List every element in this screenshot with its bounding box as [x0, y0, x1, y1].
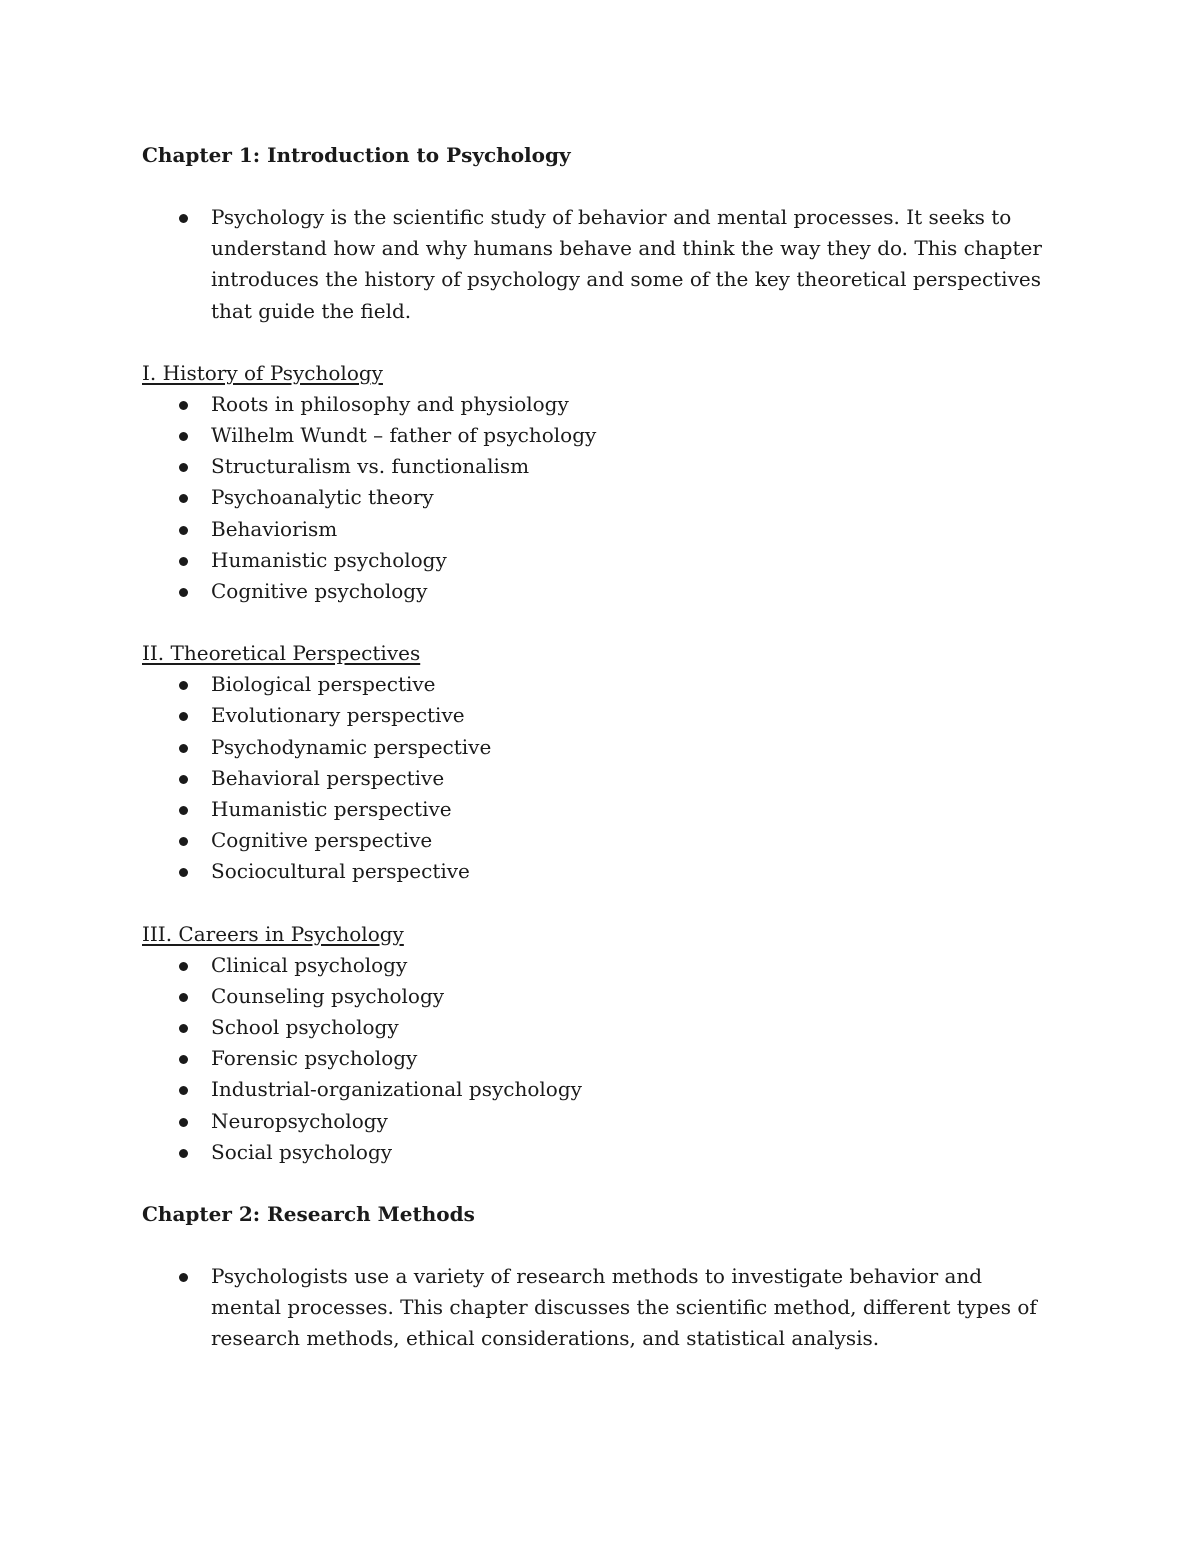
- list-item-text: Behaviorism: [211, 516, 338, 541]
- list-item-text: Industrial-organizational psychology: [211, 1077, 582, 1102]
- bullet-icon: [179, 744, 188, 753]
- list-item: [142, 545, 1042, 576]
- bullet-icon: [179, 432, 188, 441]
- bullet-icon: [179, 1273, 188, 1282]
- document-page: [142, 140, 1042, 1355]
- list-item-text: Structuralism vs. functionalism: [211, 454, 530, 479]
- list-item-text: Humanistic perspective: [211, 797, 452, 822]
- chapter-1-intro-text: Psychology is the scientific study of behavior and mental processes. It seeks to understand how and why humans behave and think the way they do. This chapter introduces the history of psychology and some of the key theoretical perspectives that guide the field.: [211, 205, 1042, 323]
- bullet-icon: [179, 1149, 188, 1158]
- list-item: [142, 732, 1042, 763]
- bullet-icon: [179, 526, 188, 535]
- list-item: [142, 482, 1042, 513]
- list-item: [142, 1043, 1042, 1074]
- list-item: [142, 1137, 1042, 1168]
- list-item: [142, 451, 1042, 482]
- bullet-icon: [179, 681, 188, 690]
- bullet-icon: [179, 588, 188, 597]
- list-item: [142, 856, 1042, 887]
- list-item-text: Neuropsychology: [211, 1108, 388, 1133]
- list-item: [142, 700, 1042, 731]
- section-perspectives-title: II. Theoretical Perspectives: [142, 641, 421, 666]
- section-careers-list: [142, 950, 1042, 1168]
- chapter-1-intro-list: [142, 202, 1042, 327]
- bullet-icon: [179, 463, 188, 472]
- bullet-icon: [179, 868, 188, 877]
- list-item-text: Cognitive psychology: [211, 579, 428, 604]
- list-item: [142, 420, 1042, 451]
- bullet-icon: [179, 837, 188, 846]
- bullet-icon: [179, 962, 188, 971]
- list-item: [142, 576, 1042, 607]
- list-item: [142, 1012, 1042, 1043]
- list-item-text: Evolutionary perspective: [211, 703, 465, 728]
- bullet-icon: [179, 993, 188, 1002]
- bullet-icon: [179, 494, 188, 503]
- list-item: [142, 514, 1042, 545]
- section-careers-title: III. Careers in Psychology: [142, 921, 404, 946]
- list-item: [142, 950, 1042, 981]
- chapter-2-intro-text: Psychologists use a variety of research methods to investigate behavior and mental processes. This chapter discusses the scientific method, different types of research methods, ethical considerations, and statistical analysis.: [211, 1264, 1037, 1351]
- chapter-2-intro-list: [142, 1261, 1042, 1355]
- list-item-text: Counseling psychology: [211, 983, 445, 1008]
- chapter-1-intro: [142, 202, 1042, 327]
- section-history-list: [142, 389, 1042, 607]
- list-item: [142, 1106, 1042, 1137]
- list-item-text: Sociocultural perspective: [211, 859, 470, 884]
- list-item-text: Clinical psychology: [211, 952, 408, 977]
- bullet-icon: [179, 712, 188, 721]
- list-item-text: Humanistic psychology: [211, 547, 447, 572]
- list-item-text: Psychodynamic perspective: [211, 734, 492, 759]
- bullet-icon: [179, 1024, 188, 1033]
- bullet-icon: [179, 214, 188, 223]
- section-perspectives-list: [142, 669, 1042, 887]
- list-item-text: Cognitive perspective: [211, 828, 433, 853]
- list-item-text: Forensic psychology: [211, 1046, 418, 1071]
- bullet-icon: [179, 1086, 188, 1095]
- list-item: [142, 763, 1042, 794]
- chapter-2-intro: [142, 1261, 1042, 1355]
- list-item: [142, 669, 1042, 700]
- chapter-2-title: Chapter 2: Research Methods: [142, 1202, 475, 1227]
- list-item-text: School psychology: [211, 1015, 399, 1040]
- list-item-text: Behavioral perspective: [211, 765, 445, 790]
- bullet-icon: [179, 1118, 188, 1127]
- bullet-icon: [179, 401, 188, 410]
- bullet-icon: [179, 1055, 188, 1064]
- bullet-icon: [179, 775, 188, 784]
- list-item-text: Social psychology: [211, 1139, 393, 1164]
- list-item-text: Psychoanalytic theory: [211, 485, 434, 510]
- list-item: [142, 389, 1042, 420]
- section-history-title: I. History of Psychology: [142, 360, 383, 385]
- list-item: [142, 981, 1042, 1012]
- chapter-1-title: Chapter 1: Introduction to Psychology: [142, 143, 571, 167]
- bullet-icon: [179, 557, 188, 566]
- list-item: [142, 1074, 1042, 1105]
- bullet-icon: [179, 806, 188, 815]
- list-item: [142, 794, 1042, 825]
- list-item-text: Wilhelm Wundt – father of psychology: [211, 423, 597, 448]
- list-item-text: Biological perspective: [211, 672, 436, 697]
- list-item-text: Roots in philosophy and physiology: [211, 391, 569, 416]
- list-item: [142, 825, 1042, 856]
